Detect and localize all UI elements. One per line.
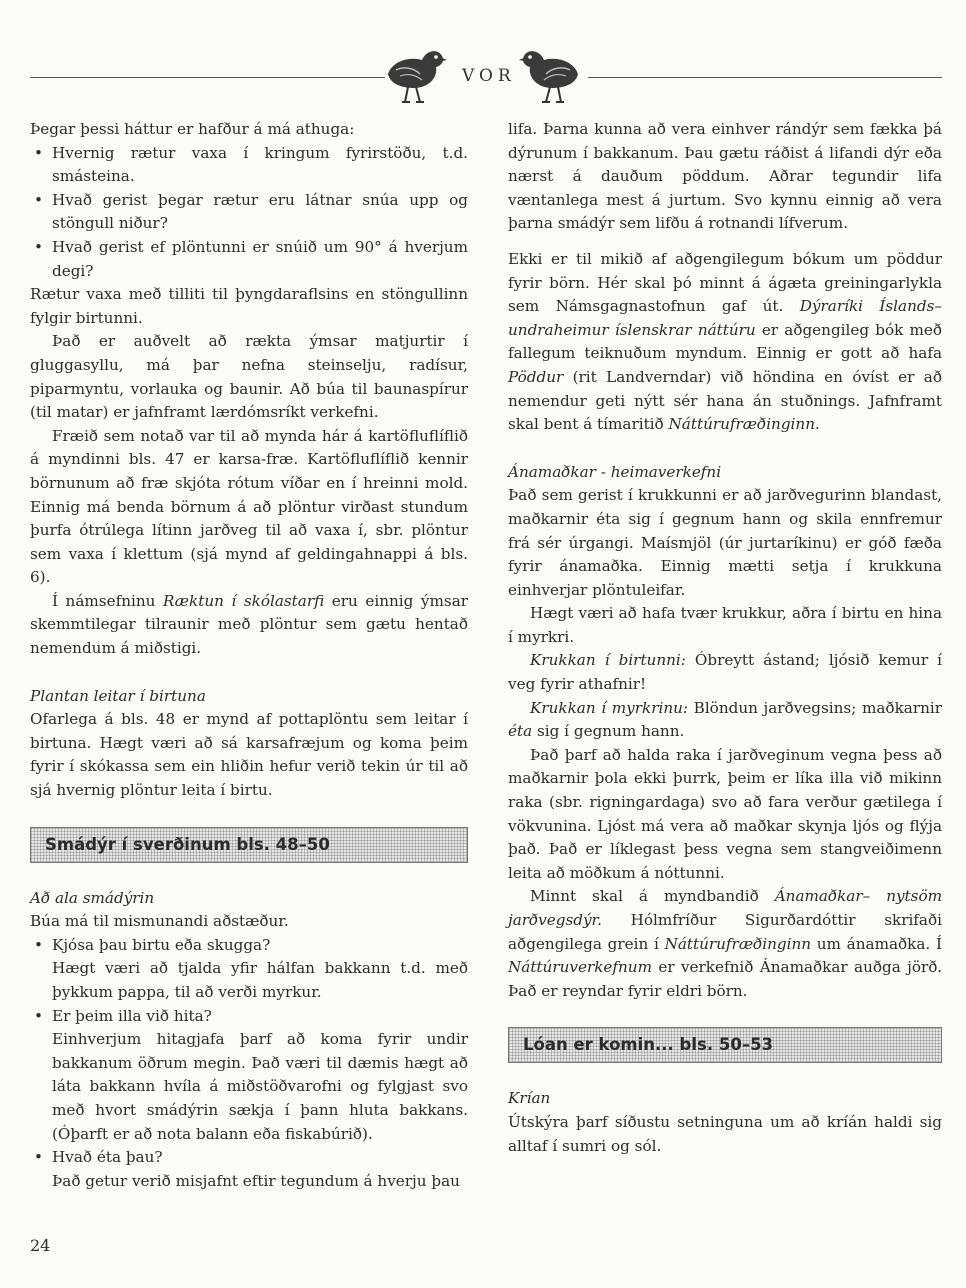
paragraph: Rætur vaxa með tilliti til þyngdaraflsins en stöngullinn fylgir birtunni.	[30, 285, 468, 327]
header-rule-left	[30, 77, 385, 78]
paragraph: Í námsefninu Ræktun í skólastarfi eru einnig ýmsar skemmtilegar tilraunir með plöntur sem gætu hentað nemendum á miðstigi.	[30, 591, 469, 658]
header-rule-right	[588, 77, 942, 78]
subheading-anamadkar: Ánamaðkar - heimaverkefni	[508, 462, 722, 481]
paragraph: Það þarf að halda raka í jarðveginum vegna þess að maðkarnir þola ekki þurrk, þeim er líka illa við mikinn raka (sbr. rigningardaga) svo að fara verður gætilega í vökvunina. Ljóst má vera að maðkar skynja ljós og flýja það. Það er líklegast þess vegna sem stangveiðimenn leita að möðkum á nóttunni.	[508, 745, 942, 882]
paragraph: Búa má til mismunandi aðstæður.	[30, 912, 289, 931]
list-item-detail: Hægt væri að tjalda yfir hálfan bakkann t.d. með þykkum pappa, til að verði myrkur.	[52, 959, 468, 1001]
bird-illustration-left	[378, 40, 448, 106]
list-item: • Er þeim illa við hita?	[30, 1005, 468, 1029]
subheading-plantan: Plantan leitar í birtuna	[30, 686, 206, 705]
section-header-smadyr: Smádýr í sverðinum bls. 48–50	[30, 827, 468, 863]
paragraph: Það sem gerist í krukkunni er að jarðvegurinn blandast, maðkarnir éta sig í gegnum hann og skila ennfremur frá sér úrgangi. Maísmjöl (úr jurtaríkinu) er góð fæða fyrir ánamaðka. Einnig mætti setja í krukkuna einhverjar plöntuleifar.	[508, 486, 942, 599]
paragraph: Ofarlega á bls. 48 er mynd af pottaplöntu sem leitar í birtuna. Hægt væri að sá karsafræjum og koma þeim fyrir í skókassa sem ein hliðin hefur verið tekin úr til að sjá hvernig plöntur leita í birtu.	[30, 710, 468, 800]
list-item: • Hvað gerist þegar rætur eru látnar snúa upp og stöngull niður?	[30, 189, 468, 236]
question-list	[30, 934, 468, 958]
list-item-detail: Einhverjum hitagjafa þarf að koma fyrir undir bakkanum öðrum megin. Það væri til dæmis hægt að láta bakkann hvíla á miðstöðvarofni og fylgjast svo með hvort smádýrin sækja í þann hluta bakkans. (Óþarft er að nota balann eða fiskabúrið).	[52, 1030, 468, 1143]
question-list	[30, 1146, 468, 1170]
section-header-loan: Lóan er komin... bls. 50–53	[508, 1027, 942, 1063]
paragraph: Ekki er til mikið af aðgengilegum bókum um pöddur fyrir börn. Hér skal þó minnt á ágæta greiningarlykla sem Námsgagnastofnun gaf út. Dýraríki Íslands– undraheimur íslenskrar náttúru er aðgengileg bók með fallegum teiknuðum myndum. Einnig er gott að hafa Pöddur (rit Landverndar) við höndina en óvíst er að nemendur geti nýtt sér hana án stuðnings. Jafnframt skal bent á tímaritið Náttúrufræðinginn.	[508, 249, 943, 434]
bird-illustration-right	[518, 40, 588, 106]
paragraph: Fræið sem notað var til að mynda hár á kartöfluflíflið á myndinni bls. 47 er karsa-fræ. Kartöfluflíflið kennir börnunum að fræ skjóta rótum víðar en í hreinni mold. Einnig má benda börnum á að plöntur virðast stundum þurfa ótrúlega lítinn jarðveg til að vaxa í, sbr. plöntur sem vaxa í klettum (sjá mynd af geldingahnappi á bls. 6).	[30, 426, 468, 587]
paragraph: Útskýra þarf síðustu setninguna um að kríán haldi sig alltaf í sumri og sól.	[508, 1112, 942, 1155]
intro-text: Þegar þessi háttur er hafður á má athuga:	[30, 120, 355, 138]
left-column	[30, 118, 468, 1193]
page-header-title: VOR	[462, 66, 516, 86]
list-item: • Kjósa þau birtu eða skugga?	[30, 934, 468, 958]
list-item: • Hvað éta þau?	[30, 1146, 468, 1170]
paragraph: Hægt væri að hafa tvær krukkur, aðra í birtu en hina í myrkri.	[508, 604, 942, 646]
subheading-ala-smadyrin: Að ala smádýrin	[30, 888, 155, 907]
paragraph: Það er auðvelt að rækta ýmsar matjurtir í gluggasyllu, má þar nefna steinselju, radísur, piparmyntu, vorlauka og baunir. Að búa til baunaspírur (til matar) er jafnframt lærdómsríkt verkefni.	[30, 332, 468, 422]
paragraph: Minnt skal á myndbandið Ánamaðkar– nytsöm jarðvegsdýr. Hólmfríður Sigurðardóttir skrifaði aðgengilega grein í Náttúrufræðinginn um ánamaðka. Í Náttúruverkefnum er verkefnið Ánamaðkar auðga jörð. Það er reyndar fyrir eldri börn.	[508, 887, 942, 1000]
page-number: 24	[30, 1236, 51, 1255]
paragraph: Krukkan í myrkrinu: Blöndun jarðvegsins; maðkarnir éta sig í gegnum hann.	[508, 698, 942, 741]
list-item: • Hvernig rætur vaxa í kringum fyrirstöðu, t.d. smásteina.	[30, 142, 468, 189]
list-item-detail: Það getur verið misjafnt eftir tegundum á hverju þau	[52, 1171, 460, 1190]
paragraph: lifa. Þarna kunna að vera einhver rándýr sem fækka þá dýrunum í bakkanum. Þau gætu ráðist á lifandi dýr eða nærst á dauðum pöddum. Aðrar tegundir lifa væntanlega mest á jurtum. Svo kynnu einnig að vera þarna smádýr sem lifðu á rotnandi lífverum.	[508, 120, 942, 233]
observation-list	[30, 142, 468, 284]
question-list	[30, 1005, 468, 1029]
paragraph: Krukkan í birtunni: Óbreytt ástand; ljósið kemur í veg fyrir athafnir!	[508, 651, 943, 694]
right-column	[508, 118, 942, 1158]
subheading-krian: Krían	[508, 1089, 551, 1108]
list-item: • Hvað gerist ef plöntunni er snúið um 90° á hverjum degi?	[30, 236, 468, 283]
